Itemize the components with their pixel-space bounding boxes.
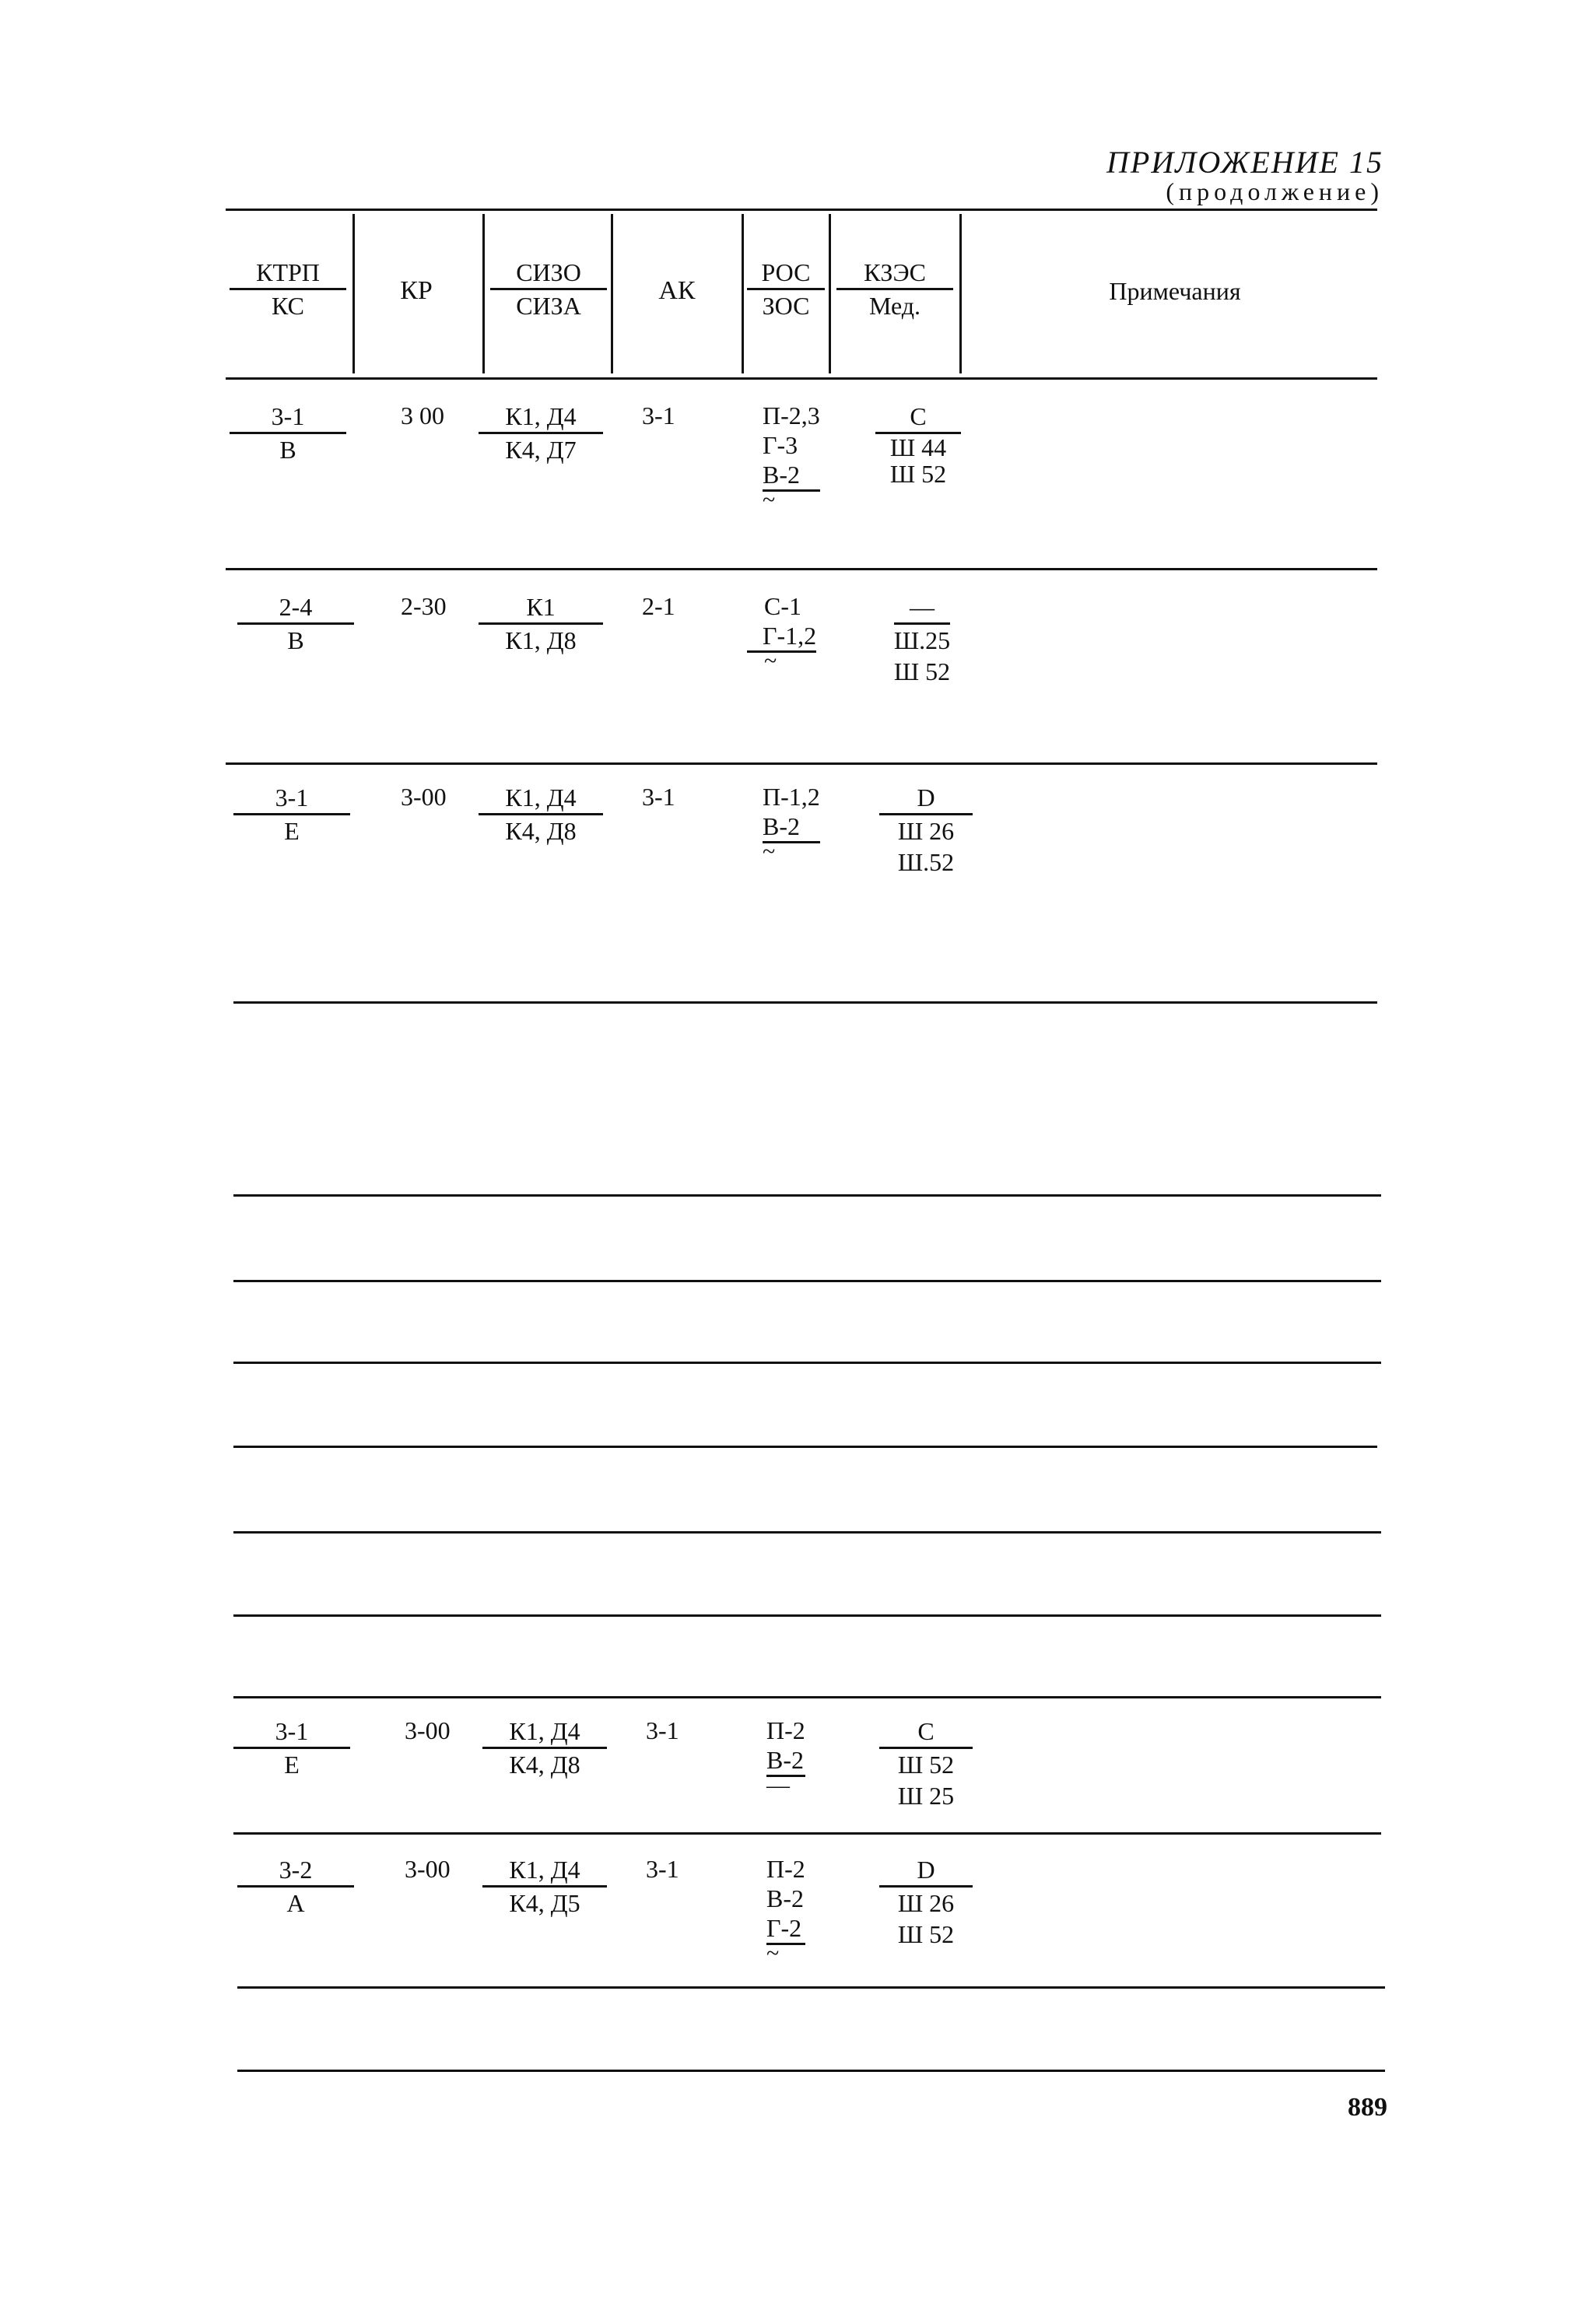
row-kzes: D [879, 1854, 973, 1888]
header-col-divider [482, 214, 485, 373]
empty-row-divider [233, 1362, 1381, 1364]
table-bottom-rule [237, 2070, 1385, 2072]
empty-row-divider [233, 1614, 1381, 1617]
row-kr: 3-00 [401, 783, 447, 811]
row-kzes-med [879, 1716, 973, 1811]
row-ros-line: П-2 [766, 1716, 805, 1744]
row-sizo: К1, Д4 [479, 401, 603, 434]
row-ros-line: П-2 [766, 1855, 805, 1883]
empty-row-divider [233, 1531, 1381, 1534]
row-ros-mark: ~ [763, 839, 776, 864]
row-med: Ш 52 [889, 460, 947, 488]
row-divider [226, 762, 1377, 765]
row-divider [233, 1832, 1381, 1835]
row-ktrp-ks [237, 1854, 354, 1919]
header-col-divider [829, 214, 831, 373]
row-med: Ш 25 [897, 1782, 955, 1810]
header-notes: Примечания [1109, 277, 1241, 305]
row-ktrp-ks [237, 591, 354, 656]
row-siza: К4, Д7 [505, 436, 577, 464]
header-col-divider [742, 214, 744, 373]
row-ktrp: 3-1 [233, 782, 350, 815]
row-ktrp: 3-1 [233, 1716, 350, 1749]
row-ros-line: С-1 [764, 592, 801, 620]
row-kzes-med [875, 401, 961, 487]
row-kzes: С [879, 1716, 973, 1749]
header-kzes: КЗЭС [836, 257, 953, 290]
row-ros-line: Г-2 [766, 1913, 805, 1945]
row-ros-line: В-2 [763, 811, 820, 843]
row-ks: В [279, 436, 296, 464]
row-med: Ш.52 [897, 848, 955, 876]
row-kzes-med [879, 1854, 973, 1950]
row-ros-line: В-2 [763, 460, 820, 492]
row-med: Ш 52 [897, 1920, 955, 1948]
row-sizo-siza [482, 1854, 607, 1919]
row-sizo: К1 [479, 591, 603, 625]
row-ros-line: Г-1,2 [747, 621, 816, 653]
row-ak: 3-1 [646, 1855, 679, 1883]
row-sizo: К1, Д4 [479, 782, 603, 815]
table-top-rule [226, 209, 1377, 211]
row-ros [763, 782, 820, 864]
row-divider [233, 1001, 1377, 1004]
row-ks: Е [284, 817, 300, 845]
header-bottom-rule [226, 377, 1377, 380]
empty-row-divider [233, 1194, 1381, 1197]
row-ros [747, 591, 817, 674]
header-sizo-siza [490, 257, 607, 321]
row-siza: К4, Д8 [505, 817, 577, 845]
empty-row-divider [233, 1280, 1381, 1282]
header-col-divider [959, 214, 962, 373]
header-ak: АК [658, 276, 696, 305]
row-ros [766, 1716, 805, 1798]
row-kzes: С [875, 401, 961, 434]
row-ros-mark: — [766, 1772, 790, 1798]
row-ak: 3-1 [642, 401, 675, 429]
header-ks: КС [272, 292, 304, 320]
row-ks: В [287, 626, 304, 654]
row-ros-mark: ~ [766, 1940, 780, 1966]
header-ktrp: КТРП [230, 257, 346, 290]
row-siza: К1, Д8 [505, 626, 577, 654]
row-kr: 2-30 [401, 592, 447, 620]
row-kr: 3-00 [405, 1855, 451, 1883]
row-sizo-siza [482, 1716, 607, 1780]
row-kzes: D [879, 782, 973, 815]
row-med: Ш 52 [893, 657, 951, 685]
row-ros-mark: ~ [764, 648, 777, 674]
row-med: Ш.25 [894, 622, 950, 656]
row-divider [226, 568, 1377, 570]
row-med: Ш 44 [889, 433, 947, 461]
row-ros-line: П-2,3 [763, 401, 820, 429]
row-ks: Е [284, 1751, 300, 1779]
row-ktrp: 3-1 [230, 401, 346, 434]
row-sizo-siza [479, 401, 603, 465]
empty-row-divider [233, 1446, 1377, 1448]
row-ros [766, 1854, 805, 1966]
row-ros-line: В-2 [766, 1884, 804, 1912]
row-divider [233, 1696, 1381, 1698]
appendix-subtitle: (продолжение) [1166, 177, 1383, 205]
header-kzes-med [836, 257, 953, 321]
appendix-title: ПРИЛОЖЕНИЕ 15 [1106, 145, 1383, 180]
header-kr: КР [400, 276, 433, 305]
row-kr: 3 00 [401, 401, 444, 429]
header-med: Мед. [868, 292, 921, 320]
row-ros-mark: ~ [763, 487, 776, 513]
row-sizo: К1, Д4 [482, 1716, 607, 1749]
row-ros-line: П-1,2 [763, 783, 820, 811]
header-siza: СИЗА [516, 292, 581, 320]
row-ktrp: 3-2 [237, 1854, 354, 1888]
header-sizo: СИЗО [490, 257, 607, 290]
row-ros-line: В-2 [766, 1745, 805, 1777]
header-zos: ЗОС [762, 292, 810, 320]
row-ktrp-ks [233, 1716, 350, 1780]
header-ros-zos [747, 257, 825, 321]
row-ak: 3-1 [646, 1716, 679, 1744]
row-siza: К4, Д8 [509, 1751, 580, 1779]
row-ak: 2-1 [642, 592, 675, 620]
row-med: Ш 26 [897, 1889, 955, 1917]
row-sizo-siza [479, 591, 603, 656]
row-med: Ш 52 [897, 1751, 955, 1779]
row-sizo-siza [479, 782, 603, 847]
row-ktrp-ks [233, 782, 350, 847]
row-ak: 3-1 [642, 783, 675, 811]
row-kr: 3-00 [405, 1716, 451, 1744]
row-sizo: К1, Д4 [482, 1854, 607, 1888]
row-ktrp: 2-4 [237, 591, 354, 625]
header-ros: РОС [747, 257, 825, 290]
row-ros [763, 401, 820, 513]
row-med: Ш 26 [897, 817, 955, 845]
row-kzes: — [910, 593, 935, 621]
header-col-divider [352, 214, 355, 373]
row-kzes-med [879, 782, 973, 878]
row-divider [237, 1986, 1385, 1989]
row-siza: К4, Д5 [509, 1889, 580, 1917]
row-kzes-med [875, 591, 969, 687]
header-ktrp-ks [230, 257, 346, 321]
row-ros-line: Г-3 [763, 431, 798, 459]
page-number: 889 [1348, 2093, 1387, 2122]
row-ktrp-ks [230, 401, 346, 465]
header-col-divider [611, 214, 613, 373]
row-ks: А [286, 1889, 305, 1917]
